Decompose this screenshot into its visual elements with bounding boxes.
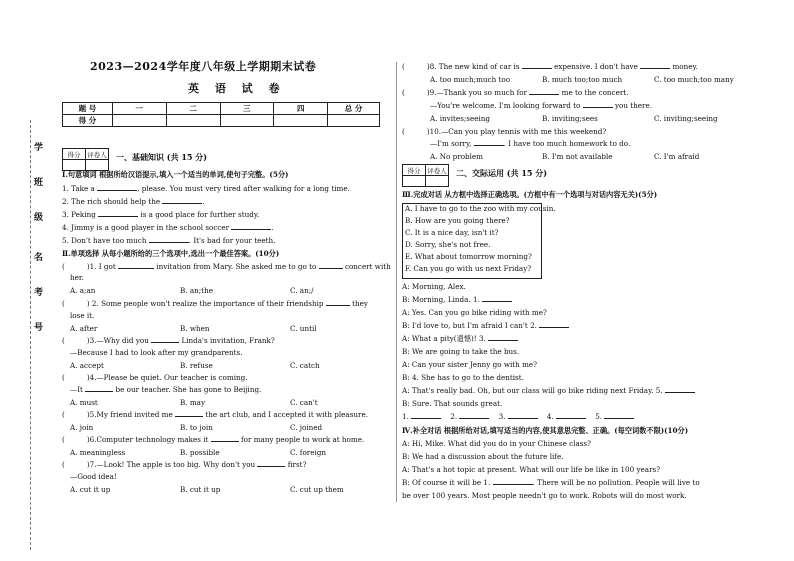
scorer-cell[interactable] — [63, 160, 86, 171]
mc-question: ( )3.—Why did you Linda's invitation, Frank? — [62, 336, 275, 345]
answer-blank[interactable] — [149, 242, 189, 243]
score-cell[interactable] — [274, 115, 328, 127]
dialogue-option: C. It is a nice day, isn't it? — [405, 228, 499, 237]
dialogue-line: A: Yes. Can you go bike riding with me? — [402, 308, 547, 317]
scorer-box — [402, 164, 449, 187]
sidebar-label: 级 — [34, 213, 44, 223]
answer-blank[interactable] — [211, 441, 239, 442]
score-header-cell: 题 号 — [63, 103, 113, 115]
answer-blank[interactable] — [583, 107, 613, 108]
dialogue-line: A: That's really bad. Oh, but our class will go bike riding next Friday. 5. — [402, 386, 695, 396]
option-b[interactable]: B. much too;too much — [542, 75, 623, 84]
scorer-cell[interactable] — [403, 176, 426, 187]
score-table — [62, 102, 380, 127]
mc-question-cont: —It be our teacher. She has gone to Beijing. — [70, 385, 262, 394]
options-box — [402, 203, 556, 279]
fill-item: 5. Don't have too much . It's bad for your teeth. — [62, 236, 276, 245]
mc-question-cont: —Because I had to look after my grandparents. — [70, 348, 243, 357]
mc-question-cont: —You're welcome. I'm looking forward to you there. — [430, 101, 652, 110]
sidebar-label: 学 — [34, 143, 44, 153]
option-a[interactable]: A. too much;much too — [430, 75, 511, 84]
fill-item: 3. Peking is a good place for further study. — [62, 210, 260, 219]
answer-blank[interactable] — [522, 68, 552, 69]
mc-question: ( )1. I got invitation from Mary. She asked me to go to concert with — [62, 262, 391, 271]
answer-blank[interactable] — [411, 418, 441, 419]
option-a[interactable]: A. meaningless — [70, 448, 126, 457]
mc-question: ( )7.—Look! The apple is too big. Why don't you first? — [62, 460, 307, 469]
option-c[interactable]: C. joined — [290, 423, 323, 432]
option-a[interactable]: A. accept — [70, 361, 104, 370]
answer-blank[interactable] — [97, 190, 137, 191]
sidebar-label: 考 — [34, 288, 44, 298]
option-c[interactable]: C. foreign — [290, 448, 327, 457]
dialogue-option: F. Can you go with us next Friday? — [405, 264, 532, 273]
option-c[interactable]: C. too much;too many — [654, 75, 734, 84]
mc-question-cont: her. — [70, 273, 84, 282]
option-b[interactable]: B. I'm not available — [542, 152, 613, 161]
answer-blank[interactable] — [85, 391, 113, 392]
option-c[interactable]: C. until — [290, 324, 317, 333]
mc-question: ( )9.—Thank you so much for me to the concert. — [402, 88, 629, 97]
option-b[interactable]: B. to join — [180, 423, 213, 432]
fill-item: 1. Take a , please. You must very tired after walking for a long time. — [62, 184, 350, 193]
exam-title: 2023—2024学年度八年级上学期期末试卷 — [90, 60, 317, 73]
answer-blank[interactable] — [98, 216, 138, 217]
binding-margin — [8, 0, 56, 561]
score-header-cell: 二 — [166, 103, 220, 115]
answer-row: 1. 2. 3. 4. 5. — [402, 412, 634, 422]
answer-blank[interactable] — [175, 416, 203, 417]
answer-blank[interactable] — [640, 68, 670, 69]
option-b[interactable]: B. may — [180, 398, 206, 407]
scorer-cell[interactable] — [86, 160, 109, 171]
option-b[interactable]: B. cut it up — [180, 485, 221, 494]
exam-subtitle: 英 语 试 卷 — [188, 82, 286, 95]
answer-blank[interactable] — [162, 203, 202, 204]
score-cell[interactable] — [328, 115, 380, 127]
dialogue-line: B: Sure. That sounds great. — [402, 399, 503, 408]
answer-blank[interactable] — [493, 484, 533, 485]
option-b[interactable]: B. when — [180, 324, 210, 333]
option-c[interactable]: C. can't — [290, 398, 318, 407]
option-a[interactable]: A. cut it up — [70, 485, 111, 494]
scorer-cell[interactable] — [426, 176, 449, 187]
option-a[interactable]: A. No problem — [430, 152, 483, 161]
mc-question: ( )5.My friend invited me the art club, and I accepted it with pleasure. — [62, 410, 369, 419]
scorer-label: 得分 — [403, 165, 426, 176]
dialogue-line: B: Of course it will be 1. . There will be no pollution. People will live to — [402, 478, 700, 487]
answer-blank[interactable] — [604, 418, 634, 419]
option-c[interactable]: C. cut up them — [290, 485, 344, 494]
option-b[interactable]: B. possible — [180, 448, 220, 457]
option-b[interactable]: B. an;the — [180, 286, 213, 295]
section-heading: 二、交际运用 (共 15 分) — [456, 168, 548, 178]
sidebar-label: 名 — [34, 253, 44, 263]
mc-question: ( )8. The new kind of car is expensive. I don't have money. — [402, 62, 698, 71]
part-heading: Ⅱ.单项选择 从每小题所给的三个选项中,选出一个最佳答案。(10分) — [62, 249, 280, 258]
answer-blank[interactable] — [151, 342, 179, 343]
mc-options — [290, 286, 314, 296]
part-heading: Ⅰ.句意填词 根据所给汉语提示,填入一个适当的单词,使句子完整。(5分) — [62, 170, 289, 179]
mc-question-cont: —I'm sorry, . I have too much homework to do. — [430, 139, 631, 148]
score-row-label: 得 分 — [63, 115, 113, 127]
score-cell[interactable] — [112, 115, 166, 127]
dialogue-line: A: Morning, Alex. — [402, 282, 466, 291]
dialogue-line: B: We had a discussion about the future life. — [402, 452, 564, 461]
mc-question: ( ) 2. Some people won't realize the importance of their friendship they — [62, 299, 368, 308]
mc-question: ( )10.—Can you play tennis with me this weekend? — [402, 127, 607, 136]
dialogue-line: A: What a pity(遗憾)! 3. — [402, 334, 518, 344]
option-c[interactable]: C. inviting;seeing — [654, 114, 718, 123]
option-a[interactable]: A. must — [70, 398, 98, 407]
answer-blank[interactable] — [118, 268, 154, 269]
score-header-cell: 一 — [112, 103, 166, 115]
option-a[interactable]: A. invites;seeing — [430, 114, 491, 123]
answer-blank[interactable] — [529, 94, 559, 95]
mc-options — [180, 286, 213, 296]
dialogue-option: B. How are you going there? — [405, 216, 510, 225]
option-a[interactable]: A. a;an — [70, 286, 96, 295]
dialogue-line: B: We are going to take the bus. — [402, 347, 520, 356]
score-header-cell: 三 — [220, 103, 274, 115]
scorer-label: 评卷人 — [87, 150, 107, 159]
dialogue-line: A: That's a hot topic at present. What will our life be like in 100 years? — [402, 465, 661, 474]
option-c[interactable]: C. an;/ — [290, 286, 314, 295]
answer-blank[interactable] — [482, 301, 512, 302]
dialogue-option: A. I have to go to the zoo with my cousin. — [405, 204, 556, 213]
fill-item: 4. Jimmy is a good player in the school soccer . — [62, 223, 274, 232]
scorer-label: 评卷人 — [427, 166, 447, 175]
cut-line — [30, 120, 31, 550]
option-a[interactable]: A. join — [70, 423, 94, 432]
dialogue-line: be over 100 years. Most people needn't go to work. Robots will do most work. — [402, 491, 687, 500]
answer-blank[interactable] — [319, 268, 343, 269]
part-heading: Ⅲ.完成对话 从方框中选择正确选项。(方框中有一个选项与对话内容无关)(5分) — [402, 190, 658, 199]
option-b[interactable]: B. inviting;sees — [542, 114, 598, 123]
answer-blank[interactable] — [474, 145, 504, 146]
mc-question: ( )4.—Please be quiet. Our teacher is coming. — [62, 373, 248, 382]
dialogue-option: E. What about tomorrow morning? — [405, 252, 532, 261]
dialogue-line: B: 4. She has to go to the dentist. — [402, 373, 524, 382]
option-a[interactable]: A. after — [70, 324, 98, 333]
fill-item: 2. The rich should help the . — [62, 197, 205, 206]
answer-blank[interactable] — [539, 327, 569, 328]
sidebar-label: 号 — [34, 323, 44, 333]
option-b[interactable]: B. refuse — [180, 361, 213, 370]
score-header-cell: 总 分 — [328, 103, 380, 115]
column-divider — [396, 62, 397, 502]
mc-question: ( )6.Computer technology makes it for many people to work at home. — [62, 435, 365, 444]
scorer-label: 得分 — [63, 149, 86, 160]
dialogue-line: B: I'd love to, but I'm afraid I can't 2. — [402, 321, 569, 331]
mc-question-cont: —Good idea! — [70, 472, 117, 481]
dialogue-line: B: Morning, Linda. 1. — [402, 295, 512, 305]
answer-blank[interactable] — [488, 340, 518, 341]
answer-blank[interactable] — [231, 229, 271, 230]
answer-blank[interactable] — [326, 305, 350, 306]
scorer-box — [62, 148, 109, 171]
section-heading: 一、基础知识 (共 15 分) — [116, 152, 208, 162]
dialogue-line: A: Hi, Mike. What did you do in your Chinese class? — [402, 439, 591, 448]
answer-blank[interactable] — [459, 418, 489, 419]
mc-question-cont: lose it. — [70, 311, 95, 320]
score-header-cell: 四 — [274, 103, 328, 115]
dialogue-option: D. Sorry, she's not free. — [405, 240, 491, 249]
option-c[interactable]: C. I'm afraid — [654, 152, 700, 161]
score-cell[interactable] — [220, 115, 274, 127]
option-c[interactable]: C. catch — [290, 361, 320, 370]
part-heading: Ⅳ.补全对话 根据所给对话,填写适当的内容,使其意思完整、正确。(每空词数不限)(10分) — [402, 426, 689, 435]
dialogue-line: A: Can your sister Jenny go with me? — [402, 360, 537, 369]
answer-blank[interactable] — [257, 466, 285, 467]
sidebar-label: 班 — [34, 178, 44, 188]
answer-blank[interactable] — [665, 392, 695, 393]
answer-blank[interactable] — [508, 418, 538, 419]
score-cell[interactable] — [166, 115, 220, 127]
answer-blank[interactable] — [556, 418, 586, 419]
mc-options — [70, 286, 95, 296]
